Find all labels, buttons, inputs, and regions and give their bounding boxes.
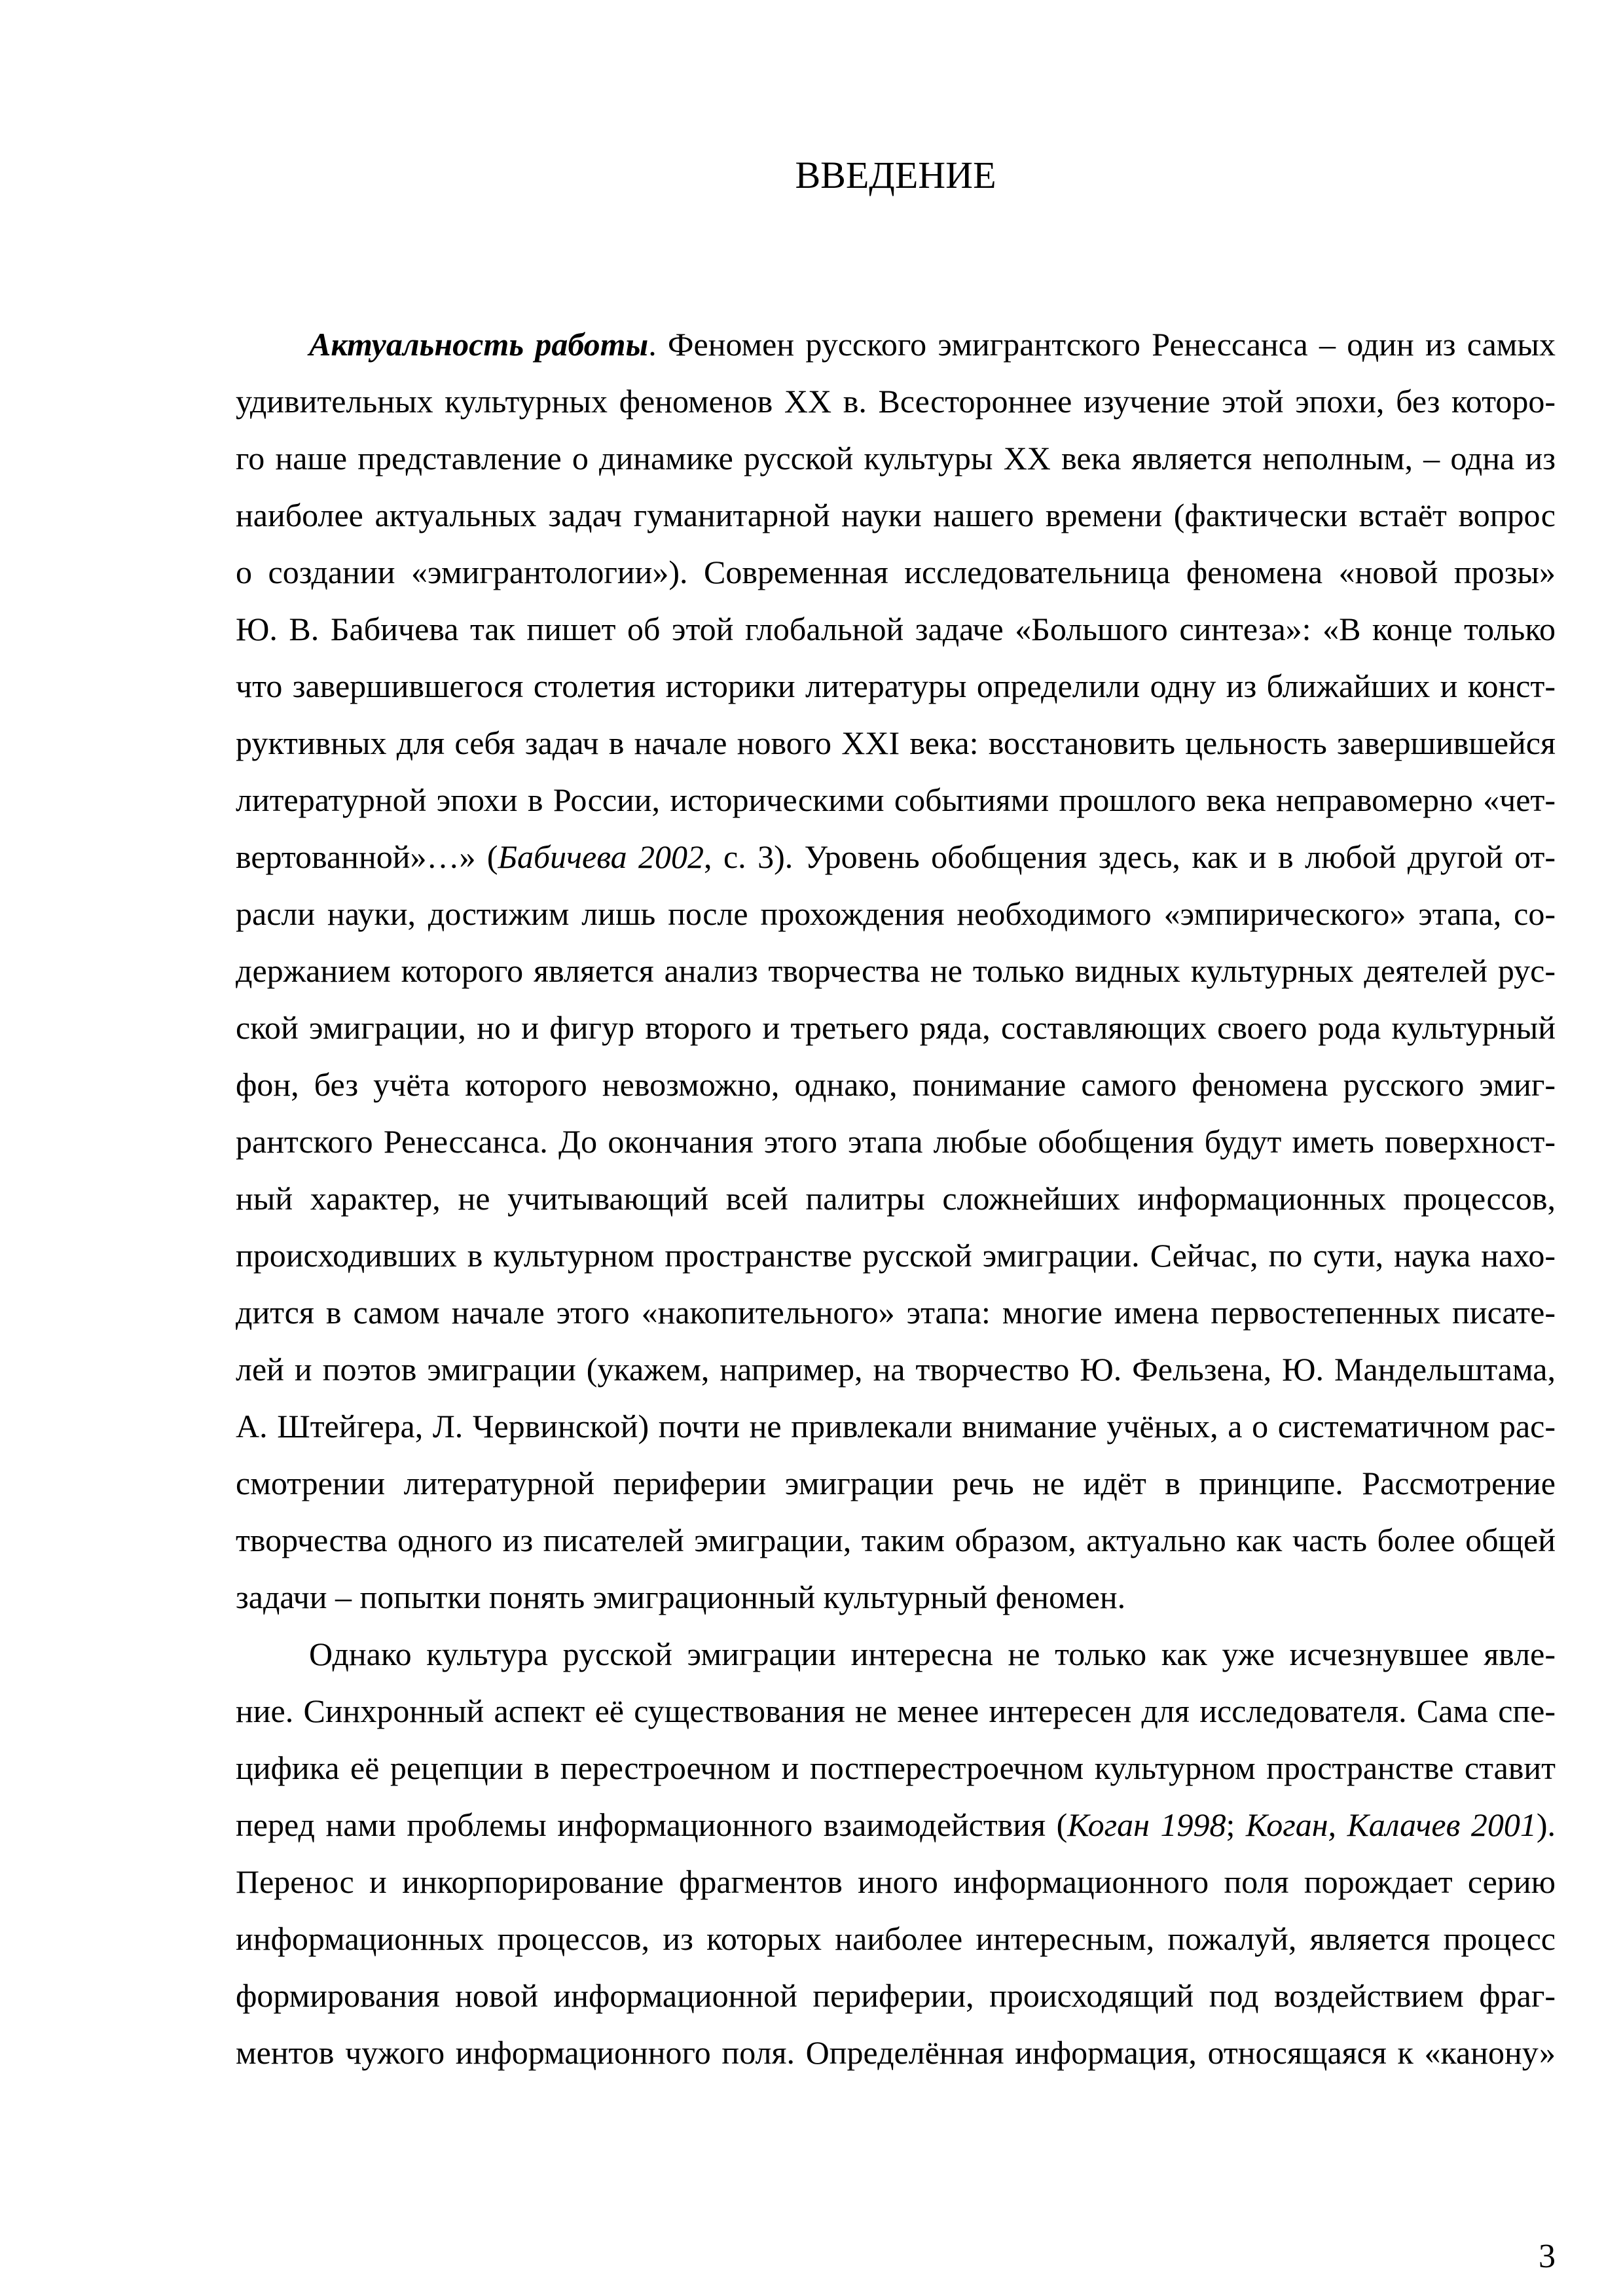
text-segment: ской эмиграции, но и фигур второго и третьего ряда, составляющих своего рода культурный (236, 1009, 1556, 1046)
text-line (236, 715, 1556, 772)
text-line (236, 1683, 1556, 1740)
paragraph (236, 316, 1556, 1626)
text-line (236, 772, 1556, 829)
text-line (236, 1398, 1556, 1455)
text-segment: Ю. В. Бабичева так пишет об этой глобальной задаче «Большого синтеза»: «В конце только (236, 611, 1556, 647)
text-line (236, 1113, 1556, 1170)
text-line (236, 1854, 1556, 1910)
text-line (236, 1170, 1556, 1227)
emphasized-text: Бабичева 2002 (498, 838, 704, 875)
text-segment: руктивных для себя задач в начале нового XXI века: восстановить цельность завершившейся (236, 725, 1556, 761)
page-number: 3 (1539, 2238, 1556, 2275)
text-line (236, 1227, 1556, 1284)
text-line (236, 430, 1556, 487)
text-line (236, 1626, 1556, 1683)
text-segment: рантского Ренессанса. До окончания этого этапа любые обобщения будут иметь поверхност- (236, 1123, 1556, 1160)
text-line (236, 1967, 1556, 2024)
text-line (236, 1284, 1556, 1341)
text-segment: что завершившегося столетия историки литературы определили одну из ближайших и конст- (236, 668, 1556, 704)
text-segment: удивительных культурных феноменов XX в. Всестороннее изучение этой эпохи, без которо- (236, 383, 1556, 420)
text-segment: цифика её рецепции в перестроечном и постперестроечном культурном пространстве ставит (236, 1749, 1556, 1786)
text-segment: лей и поэтов эмиграции (укажем, например, на творчество Ю. Фельзена, Ю. Мандельштама, (236, 1351, 1556, 1388)
text-segment: дится в самом начале этого «накопительного» этапа: многие имена первостепенных писате- (236, 1294, 1556, 1331)
text-line (236, 601, 1556, 658)
text-segment: , с. 3). Уровень обобщения здесь, как и в любой другой от- (704, 838, 1556, 875)
text-line (236, 829, 1556, 886)
text-segment: задачи – попытки понять эмиграционный культурный феномен. (236, 1579, 1126, 1615)
text-segment: расли науки, достижим лишь после прохождения необходимого «эмпирического» этапа, со- (236, 895, 1556, 932)
text-line (236, 886, 1556, 942)
document-body (236, 316, 1556, 2081)
text-segment: формирования новой информационной периферии, происходящий под воздействием фраг- (236, 1977, 1556, 2014)
text-line (236, 1740, 1556, 1797)
text-line (236, 942, 1556, 999)
text-segment: ментов чужого информационного поля. Определённая информация, относящаяся к «канону» (236, 2034, 1556, 2071)
text-segment: Перенос и инкорпорирование фрагментов иного информационного поля порождает серию (236, 1863, 1556, 1900)
text-segment: ние. Синхронный аспект её существования не менее интересен для исследователя. Сама спе- (236, 1693, 1556, 1729)
emphasized-text: Актуальность работы (309, 326, 649, 363)
text-segment: литературной эпохи в России, историческими событиями прошлого века неправомерно «чет- (236, 781, 1556, 818)
text-segment: го наше представление о динамике русской культуры XX века является неполным, – одна из (236, 440, 1556, 476)
text-segment: ). (1536, 1806, 1556, 1843)
text-line (236, 1569, 1556, 1626)
text-segment: Однако культура русской эмиграции интересна не только как уже исчезнувшее явле- (309, 1636, 1556, 1672)
text-segment: вертованной»…» ( (236, 838, 498, 875)
text-line (236, 1797, 1556, 1854)
text-line (236, 373, 1556, 430)
text-line (236, 1512, 1556, 1569)
text-segment: А. Штейгера, Л. Червинской) почти не привлекали внимание учёных, а о систематичном рас- (236, 1408, 1556, 1444)
text-segment: происходивших в культурном пространстве русской эмиграции. Сейчас, по сути, наука нахо- (236, 1237, 1556, 1274)
text-segment: наиболее актуальных задач гуманитарной науки нашего времени (фактически встаёт вопрос (236, 497, 1556, 533)
text-line (236, 1455, 1556, 1512)
text-segment: держанием которого является анализ творчества не только видных культурных деятелей рус- (236, 952, 1556, 989)
emphasized-text: Коган, Калачев 2001 (1245, 1806, 1537, 1843)
text-line (236, 487, 1556, 544)
text-line (236, 1341, 1556, 1398)
text-line (236, 1910, 1556, 1967)
text-segment: о создании «эмигрантологии»). Современная исследовательница феномена «новой прозы» (236, 554, 1556, 590)
text-line (236, 1056, 1556, 1113)
text-line (236, 658, 1556, 715)
text-line (236, 999, 1556, 1056)
chapter-title: ВВЕДЕНИЕ (795, 154, 996, 196)
text-segment: фон, без учёта которого невозможно, однако, понимание самого феномена русского эмиг- (236, 1066, 1556, 1103)
text-segment: творчества одного из писателей эмиграции, таким образом, актуально как часть более общей (236, 1522, 1556, 1558)
text-line (236, 544, 1556, 601)
text-segment: информационных процессов, из которых наиболее интересным, пожалуй, является процесс (236, 1920, 1556, 1957)
text-segment: перед нами проблемы информационного взаимодействия ( (236, 1806, 1068, 1843)
emphasized-text: Коган 1998 (1067, 1806, 1226, 1843)
text-segment: ; (1226, 1806, 1246, 1843)
text-line (236, 316, 1556, 373)
text-segment: . Феномен русского эмигрантского Ренессанса – один из самых (648, 326, 1556, 363)
text-segment: ный характер, не учитывающий всей палитры сложнейших информационных процессов, (236, 1180, 1556, 1217)
text-line (236, 2024, 1556, 2081)
text-segment: смотрении литературной периферии эмиграции речь не идёт в принципе. Рассмотрение (236, 1465, 1556, 1501)
paragraph (236, 1626, 1556, 2081)
